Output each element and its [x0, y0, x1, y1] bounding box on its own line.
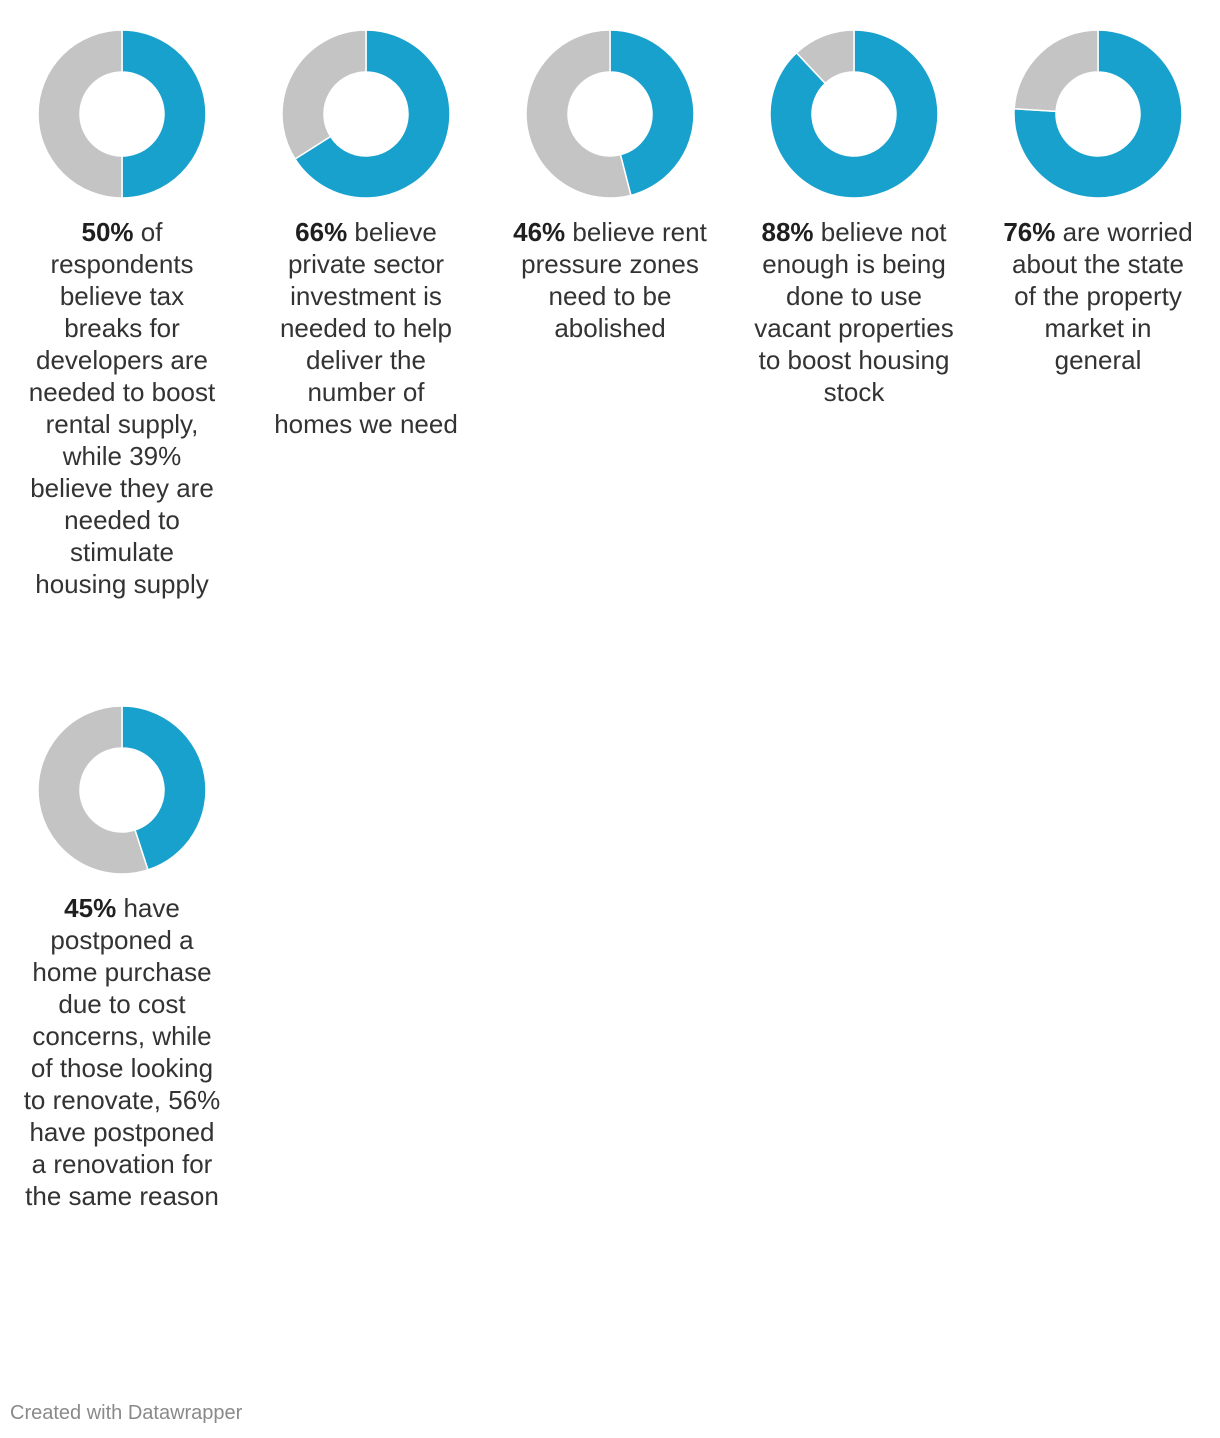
donut-caption-4 [754, 216, 954, 408]
caption-text: have postponed a home purchase due to cost concerns, while of those looking to renovate, 56% have postponed a renovation for the same reason [23, 893, 221, 1211]
caption-text: of respondents believe tax breaks for developers are needed to boost rental supply, while 39% believe they are needed to stimulate housing supply [28, 217, 216, 599]
donut-chart-1 [38, 30, 206, 198]
percentage-label: 46% [513, 217, 566, 247]
caption-text: believe not enough is being done to use vacant properties to boost housing stock [754, 217, 954, 407]
donut-caption-6 [22, 892, 222, 1212]
donut-caption-3 [510, 216, 710, 344]
donut-caption-2 [266, 216, 466, 440]
caption-text: believe rent pressure zones need to be abolished [521, 217, 707, 343]
donut-chart-6 [38, 706, 206, 874]
remainder-slice-5 [1014, 30, 1098, 111]
datawrapper-credit: Created with Datawrapper [10, 1402, 243, 1424]
donut-chart-2 [282, 30, 450, 198]
caption-text: believe private sector investment is needed to help deliver the number of homes we need [274, 217, 458, 439]
percentage-label: 76% [1003, 217, 1056, 247]
donut-chart-4 [770, 30, 938, 198]
remainder-slice-1 [38, 30, 122, 198]
percentage-label: 45% [64, 893, 117, 923]
donut-caption-1 [22, 216, 222, 600]
donut-chart-3 [526, 30, 694, 198]
percentage-label: 88% [761, 217, 814, 247]
percentage-label: 50% [81, 217, 134, 247]
percentage-label: 66% [295, 217, 348, 247]
donut-chart-5 [1014, 30, 1182, 198]
value-slice-1 [122, 30, 206, 198]
remainder-slice-2 [282, 30, 366, 159]
caption-text: are worried about the state of the property market in general [1011, 217, 1193, 375]
donut-caption-5 [998, 216, 1198, 376]
